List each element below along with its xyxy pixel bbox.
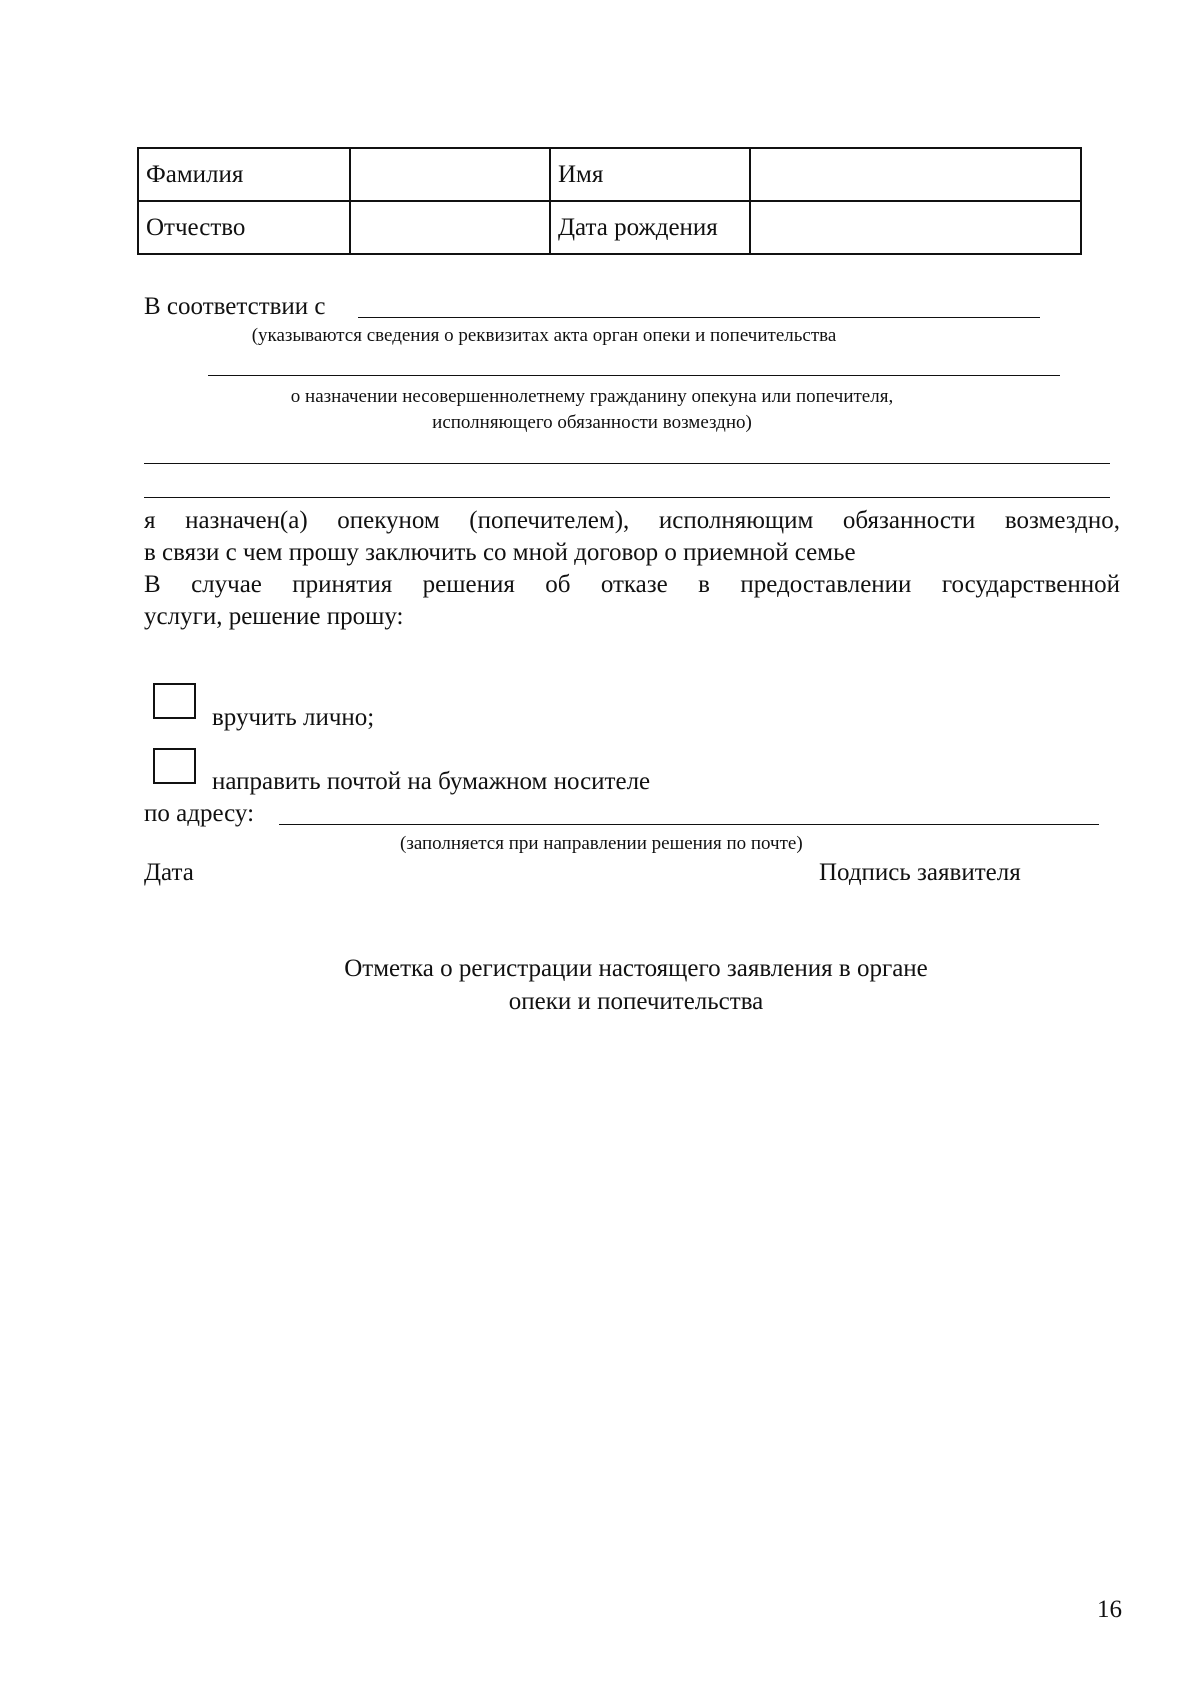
deliver-in-person-checkbox[interactable] [153, 683, 196, 719]
patronymic-label: Отчество [138, 201, 350, 254]
address-input-line[interactable] [279, 824, 1099, 825]
first-name-label: Имя [550, 148, 750, 201]
basis-act-line[interactable] [358, 317, 1040, 318]
statement-line4: услуги, решение прошу: [144, 603, 404, 630]
birth-date-label: Дата рождения [550, 201, 750, 254]
statement-line2: в связи с чем прошу заключить со мной договор о приемной семье [144, 539, 856, 566]
basis-details-line-2[interactable] [144, 497, 1110, 498]
basis-note-line1: (указываются сведения о реквизитах акта орган опеки и попечительства [251, 325, 837, 346]
signature-label: Подпись заявителя [819, 859, 1021, 886]
table-row [138, 148, 1081, 201]
basis-note-line3: исполняющего обязанности возмездно) [432, 412, 752, 433]
basis-act-line-2[interactable] [208, 375, 1060, 376]
first-name-field[interactable] [750, 148, 1081, 201]
address-note: (заполняется при направлении решения по почте) [400, 833, 803, 854]
registration-mark-line2: опеки и попечительства [508, 988, 764, 1015]
send-by-mail-label: направить почтой на бумажном носителе [212, 768, 651, 795]
applicant-table [137, 147, 1082, 255]
surname-label: Фамилия [138, 148, 350, 201]
registration-mark-line1: Отметка о регистрации настоящего заявления в органе [344, 955, 928, 982]
statement-line3: В случае принятия решения об отказе в предоставлении государственной [144, 571, 1120, 598]
basis-details-line-1[interactable] [144, 463, 1110, 464]
table-row [138, 201, 1081, 254]
send-by-mail-checkbox[interactable] [153, 748, 196, 784]
surname-field[interactable] [350, 148, 550, 201]
patronymic-field[interactable] [350, 201, 550, 254]
birth-date-field[interactable] [750, 201, 1081, 254]
page-number: 16 [1097, 1596, 1122, 1623]
deliver-in-person-label: вручить лично; [212, 704, 375, 731]
basis-prefix: В соответствии с [144, 293, 326, 320]
basis-note-line2: о назначении несовершеннолетнему гражданину опекуна или попечителя, [290, 386, 894, 407]
date-label: Дата [144, 859, 194, 886]
address-prefix: по адресу: [144, 800, 255, 827]
statement-line1: я назначен(а) опекуном (попечителем), исполняющим обязанности возмездно, [144, 507, 1120, 534]
